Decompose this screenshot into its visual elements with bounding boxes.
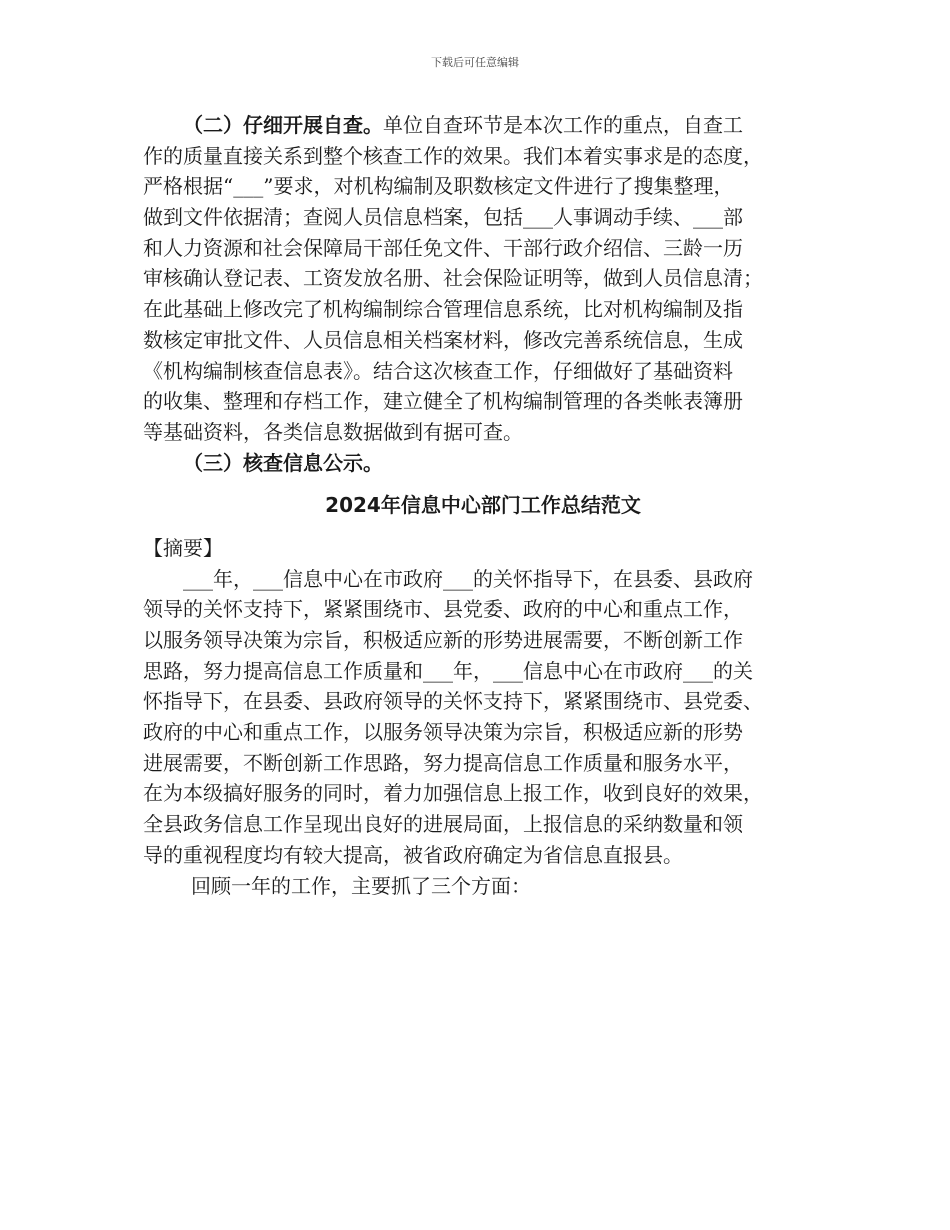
paragraph-line: ___年，___信息中心在市政府___的关怀指导下，在县委、县政府 [183,566,753,591]
abstract-label: 【摘要】 [143,535,223,560]
paragraph-text: 单位自查环节是本次工作的重点，自查工 [383,113,743,137]
paragraph-line: 做到文件依据清；查阅人员信息档案，包括___人事调动手续、___部 [143,205,743,230]
paragraph-line: 进展需要，不断创新工作思路，努力提高信息工作质量和服务水平， [143,750,743,775]
paragraph-line: 政府的中心和重点工作，以服务领导决策为宗旨，积极适应新的形势 [143,720,743,745]
paragraph-line: 严格根据“___”要求，对机构编制及职数核定文件进行了搜集整理， [143,174,734,199]
document-body [143,110,823,901]
section-heading: （三）核查信息公示。 [183,450,383,475]
paragraph-line: 等基础资料，各类信息数据做到有据可查。 [143,419,523,444]
paragraph-line: 《机构编制核查信息表》。结合这次核查工作，仔细做好了基础资料 [143,358,733,383]
paragraph-line: 在此基础上修改完了机构编制综合管理信息系统，比对机构编制及指 [143,297,743,322]
paragraph-line: 的收集、整理和存档工作，建立健全了机构编制管理的各类帐表簿册 [143,389,743,414]
paragraph-line: 回顾一年的工作，主要抓了三个方面： [191,873,531,898]
paragraph-line: 在为本级搞好服务的同时，着力加强信息上报工作，收到良好的效果， [143,781,763,806]
paragraph-line: 审核确认登记表、工资发放名册、社会保险证明等，做到人员信息清； [143,266,763,291]
paragraph-line: 领导的关怀支持下，紧紧围绕市、县党委、政府的中心和重点工作， [143,597,743,622]
section-heading: （二）仔细开展自查。 [183,113,383,137]
page-header: 下载后可任意编辑 [431,56,519,69]
paragraph-line: 和人力资源和社会保障局干部任免文件、干部行政介绍信、三龄一历 [143,235,743,260]
paragraph-line: 作的质量直接关系到整个核查工作的效果。我们本着实事求是的态度， [143,143,763,168]
paragraph-line: 怀指导下，在县委、县政府领导的关怀支持下，紧紧围绕市、县党委、 [143,689,763,714]
document-title: 2024年信息中心部门工作总结范文 [325,493,641,518]
paragraph-line: 以服务领导决策为宗旨，积极适应新的形势进展需要，不断创新工作 [143,628,743,652]
paragraph-line: 导的重视程度均有较大提高，被省政府确定为省信息直报县。 [143,842,683,867]
paragraph-line: 全县政务信息工作呈现出良好的进展局面，上报信息的采纳数量和领 [143,812,743,837]
paragraph-line: 思路，努力提高信息工作质量和___年，___信息中心在市政府___的关 [143,658,753,683]
paragraph-line: 数核定审批文件、人员信息相关档案材料，修改完善系统信息，生成 [143,327,743,352]
paragraph-line [143,110,823,141]
